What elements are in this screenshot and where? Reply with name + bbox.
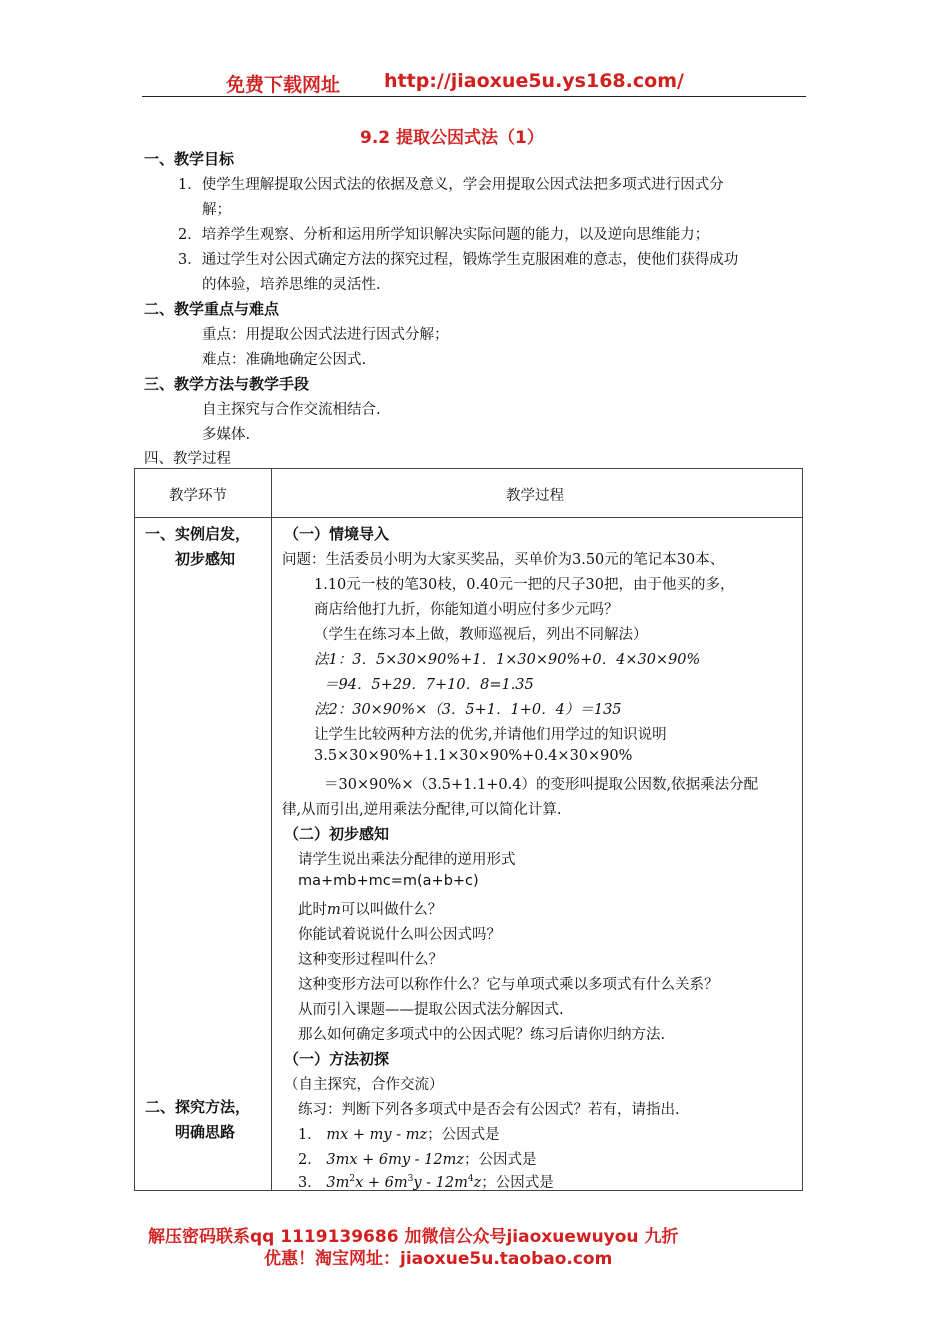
stage-1-line-1: 一、实例启发， (145, 525, 251, 543)
process-line: 从而引入课题——提取公因式法分解因式. (298, 1002, 564, 1018)
process-line: 让学生比较两种方法的优劣,并请他们用学过的知识说明 (314, 727, 667, 743)
process-line: 这种变形方法可以称作什么？它与单项式乘以多项式有什么关系？ (298, 977, 719, 993)
exercise-2: 2． 3mx + 6my - 12mz；公因式是 (298, 1152, 537, 1168)
subheading-perception: （二）初步感知 (284, 825, 390, 843)
process-line: 律,从而引出,逆用乘法分配律,可以简化计算. (282, 802, 562, 818)
process-line: 你能试着说说什么叫公因式吗？ (298, 927, 501, 943)
footer-line-1: 解压密码联系qq 1119139686 加微信公众号jiaoxuewuyou 九折 (148, 1227, 679, 1247)
method-line-1: 自主探究与合作交流相结合. (202, 402, 381, 418)
process-line: 这种变形过程叫什么？ (298, 952, 443, 968)
header-rule (142, 96, 806, 97)
goal-line-3: 2．培养学生观察、分析和运用所学知识解决实际问题的能力，以及逆向思维能力； (178, 227, 710, 243)
table-header-process: 教学过程 (272, 469, 803, 518)
stage-2-line-1: 二、探究方法， (145, 1098, 251, 1116)
distributive-formula: ma+mb+mc=m(a+b+c) (298, 873, 479, 889)
goal-line-1: 1．使学生理解提取公因式法的依据及意义，学会用提取公因式法把多项式进行因式分 (178, 177, 724, 193)
focus-key: 重点：用提取公因式法进行因式分解； (202, 327, 449, 343)
focus-hard: 难点：准确地确定公因式. (202, 352, 367, 368)
subheading-method: （一）方法初探 (284, 1050, 390, 1068)
section-heading-goals: 一、教学目标 (144, 150, 235, 168)
process-line: 3.5×30×90%+1.1×30×90%+0.4×30×90% (314, 748, 633, 764)
process-line: 练习：判断下列各多项式中是否会有公因式？若有，请指出. (298, 1102, 680, 1118)
process-table (134, 468, 803, 1191)
table-header-stage: 教学环节 (135, 469, 272, 518)
process-line: （自主探究，合作交流） (284, 1077, 444, 1093)
section-heading-focus: 二、教学重点与难点 (144, 300, 280, 318)
process-column (272, 518, 803, 1191)
method-1-result: ＝94．5+29．7+10．8=1.35 (324, 677, 534, 693)
subheading-scene: （一）情境导入 (284, 525, 390, 543)
method-2-formula: 法2：30×90%×（3．5+1．1+0．4）＝135 (314, 702, 622, 718)
footer-line-2: 优惠！淘宝网址：jiaoxue5u.taobao.com (264, 1249, 613, 1269)
goal-line-2: 解； (202, 202, 231, 218)
process-line: 商店给他打九折，你能知道小明应付多少元吗？ (314, 602, 619, 618)
stage-1-line-2: 初步感知 (175, 550, 236, 568)
process-line: （学生在练习本上做，教师巡视后，列出不同解法） (314, 627, 648, 643)
method-line-2: 多媒体. (202, 427, 251, 443)
stage-column (135, 518, 272, 1191)
process-line: 那么如何确定多项式中的公因式呢？练习后请你归纳方法. (298, 1027, 666, 1043)
header-site-label: 免费下载网址 (226, 74, 341, 96)
exercise-1: 1． mx + my - mz；公因式是 (298, 1127, 500, 1143)
goal-line-5: 的体验，培养思维的灵活性. (202, 277, 381, 293)
process-line: 请学生说出乘法分配律的逆用形式 (298, 852, 516, 868)
section-heading-methods: 三、教学方法与教学手段 (144, 375, 310, 393)
process-line: ＝30×90%×（3.5+1.1+0.4）的变形叫提取公因数,依据乘法分配 (324, 777, 759, 793)
process-line: 1.10元一枝的笔30枝，0.40元一把的尺子30把，由于他买的多， (314, 577, 735, 593)
process-line: 此时m可以叫做什么？ (298, 902, 443, 918)
exercise-3: 3． $3m^2x + 6m^3y - 12m^4z$；公因式是 (298, 1174, 554, 1191)
goal-line-4: 3．通过学生对公因式确定方法的探究过程，锻炼学生克服困难的意志，使他们获得成功 (178, 252, 739, 268)
stage-2-line-2: 明确思路 (175, 1123, 236, 1141)
process-line: 问题：生活委员小明为大家买奖品，买单价为3.50元的笔记本30本、 (282, 552, 725, 568)
page-title: 9.2 提取公因式法（1） (360, 128, 544, 148)
section-heading-process: 四、教学过程 (144, 451, 231, 467)
method-1-formula: 法1：3．5×30×90%+1．1×30×90%+0．4×30×90% (314, 652, 701, 668)
header-url-link[interactable]: http://jiaoxue5u.ys168.com/ (384, 70, 684, 92)
